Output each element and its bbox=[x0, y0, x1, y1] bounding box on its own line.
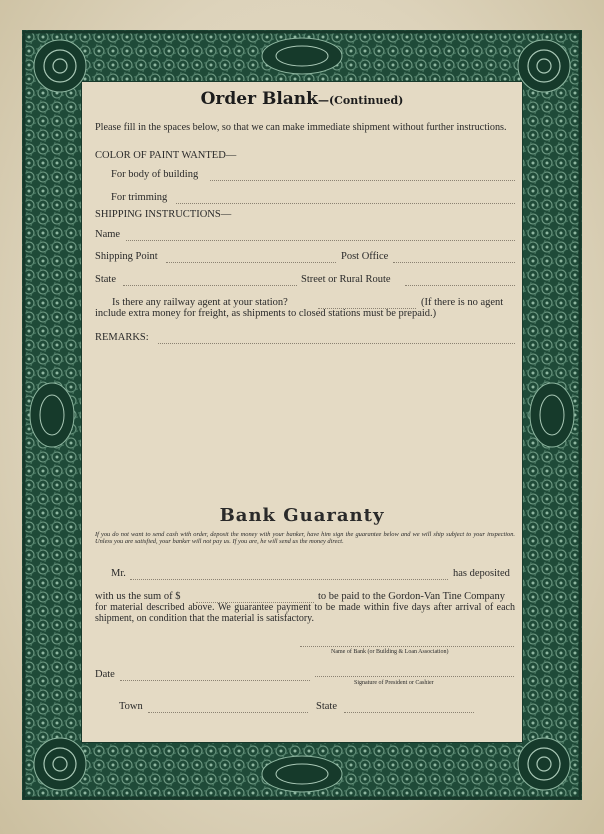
name-label: Name bbox=[95, 229, 121, 240]
bank-state-label: State bbox=[316, 701, 337, 712]
guarantee-text: for material described above. We guarantee payment to be made within five days after arrival of each shipment, on condition that the material is satisfactory. bbox=[95, 602, 515, 624]
sum-label: with us the sum of $ bbox=[95, 591, 181, 602]
deposited-label: has deposited bbox=[453, 568, 510, 579]
depositor-field[interactable] bbox=[130, 579, 448, 580]
signature-label: Signature of President or Cashier bbox=[354, 680, 434, 686]
form-area bbox=[82, 82, 522, 742]
signature-field[interactable] bbox=[315, 676, 514, 677]
name-field[interactable] bbox=[126, 240, 515, 241]
shipping-point-label: Shipping Point bbox=[95, 251, 158, 262]
paid-to-label: to be paid to the Gordon-Van Tine Company bbox=[318, 591, 505, 602]
bank-name-label: Name of Bank (or Building & Loan Association) bbox=[331, 649, 449, 655]
remarks-field[interactable] bbox=[158, 343, 515, 344]
bank-name-field[interactable] bbox=[300, 646, 514, 647]
mr-label: Mr. bbox=[111, 568, 126, 579]
bank-state-field[interactable] bbox=[344, 712, 474, 713]
bank-instructions: If you do not want to send cash with order, deposit the money with your banker, have him sign the guarantee below and we will ship subject to your inspection. Unless you are satisfied, your banker will not pay us. If you are, he will send us the money direct. bbox=[95, 531, 515, 546]
color-heading: COLOR OF PAINT WANTED— bbox=[95, 150, 237, 161]
remarks-label: REMARKS: bbox=[95, 332, 149, 343]
railway-note-cont: include extra money for freight, as shipments to closed stations must be prepaid.) bbox=[95, 308, 437, 319]
trim-label: For trimming bbox=[111, 192, 168, 203]
street-field[interactable] bbox=[405, 285, 515, 286]
town-field[interactable] bbox=[148, 712, 308, 713]
state-field[interactable] bbox=[123, 285, 297, 286]
order-instructions: Please fill in the spaces below, so that we can make immediate shipment without further instructions. bbox=[95, 122, 507, 133]
railway-question: Is there any railway agent at your station? bbox=[112, 297, 288, 308]
order-blank-title: Order Blank—(Continued) bbox=[200, 89, 404, 109]
street-label: Street or Rural Route bbox=[301, 274, 391, 285]
shipping-point-field[interactable] bbox=[166, 262, 336, 263]
body-field[interactable] bbox=[210, 180, 515, 181]
date-field[interactable] bbox=[120, 680, 310, 681]
state-label: State bbox=[95, 274, 116, 285]
bank-guaranty-title: Bank Guaranty bbox=[219, 505, 385, 526]
shipping-heading: SHIPPING INSTRUCTIONS— bbox=[95, 209, 232, 220]
body-label: For body of building bbox=[111, 169, 199, 180]
railway-note: (If there is no agent bbox=[421, 297, 504, 308]
date-label: Date bbox=[95, 669, 115, 680]
post-office-label: Post Office bbox=[341, 251, 389, 262]
trim-field[interactable] bbox=[176, 203, 515, 204]
post-office-field[interactable] bbox=[393, 262, 515, 263]
town-label: Town bbox=[119, 701, 143, 712]
